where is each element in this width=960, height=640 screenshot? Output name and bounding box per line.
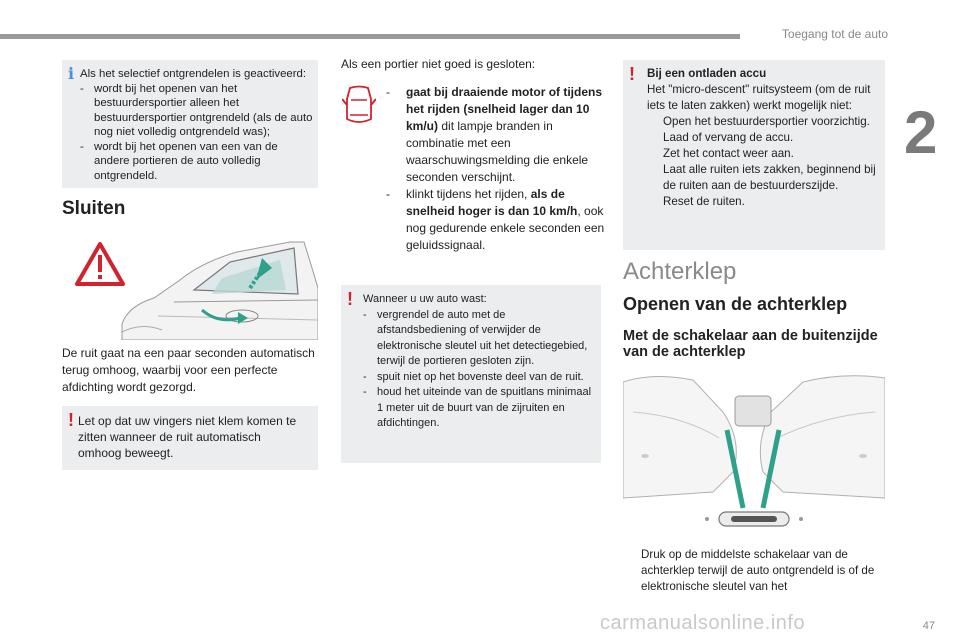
heading-sluiten: Sluiten [62, 198, 126, 219]
heading-met-schakelaar: Met de schakelaar aan de buitenzijde van de achterklep [623, 328, 878, 360]
warning-box-battery [623, 60, 885, 250]
tailgate-switch-illustration [623, 372, 885, 540]
carwash-intro: Wanneer u uw auto wast: [363, 293, 487, 305]
list-item: - klinkt tijdens het rijden, als de snelheid hoger is dan 10 km/h, ook nog gedurende enkele seconden een geluidssignaal. [386, 187, 605, 252]
list-item: - gaat bij draaiende motor of tijdens het rijden (snelheid lager dan 10 km/u) dit lampje branden in combinatie met een waarschuwingsmelding die enkele seconden verschijnt. [386, 85, 603, 184]
list-item: Laad of vervang de accu. [663, 131, 794, 144]
info-box-intro: Als het selectief ontgrendelen is geactiveerd: [80, 68, 307, 80]
battery-text: Het "micro-descent" ruitsysteem (om de ruit iets te laten zakken) werkt mogelijk niet: [647, 83, 871, 112]
list-item: - wordt bij het openen van een van de andere portieren de auto volledig ontgrendeld. [80, 140, 278, 182]
list-item: - wordt bij het openen van het bestuurdersportier alleen het bestuurdersportier ontgrendeld (als de auto nog niet volledig ontgrendeld was); [80, 82, 313, 138]
info-icon: i [68, 64, 75, 83]
list-item: - spuit niet op het bovenste deel van de ruit. [363, 370, 584, 383]
list-item: - vergrendel de auto met de afstandsbediening of verwijder de elektronische sleutel uit het detectiegebied, terwijl de portieren gesloten zijn. [363, 308, 588, 367]
warning-triangle-icon [77, 244, 123, 284]
list-item: Zet het contact weer aan. [663, 147, 794, 160]
chapter-number: 2 [904, 99, 938, 166]
exclamation-icon: ! [629, 64, 635, 84]
warning-box-carwash [341, 285, 601, 463]
heading-achterklep: Achterklep [623, 258, 737, 285]
exclamation-icon: ! [347, 289, 353, 309]
door-intro: Als een portier niet goed is gesloten: [341, 57, 536, 71]
paragraph-window: De ruit gaat na een paar seconden automatisch terug omhoog, waarbij voor een perfecte afdichting wordt gezorgd. [62, 346, 315, 394]
instruction-tailgate: Druk op de middelste schakelaar van de achterklep terwijl de auto ontgrendeld is of de elektronische sleutel van het [641, 548, 875, 593]
battery-title: Bij een ontladen accu [647, 67, 767, 80]
list-item: Open het bestuurdersportier voorzichtig. [663, 115, 870, 128]
tailgate-switch-icon [705, 512, 803, 526]
info-box-selective-unlock [62, 60, 318, 188]
section-title: Toegang tot de auto [781, 27, 888, 41]
exclamation-icon: ! [68, 410, 74, 430]
watermark: carmanualsonline.info [600, 612, 806, 634]
warning-box-fingers [62, 406, 318, 470]
warning-text: Let op dat uw vingers niet klem komen te zitten wanneer de ruit automatisch omhoog beweegt. [78, 414, 297, 460]
heading-openen: Openen van de achterklep [623, 294, 848, 314]
top-rule [0, 34, 740, 39]
list-item: - houd het uiteinde van de spuitlans minimaal 1 meter uit de buurt van de zijruiten en afdichtingen. [363, 386, 592, 429]
list-item: Reset de ruiten. [663, 195, 745, 208]
list-item: Laat alle ruiten iets zakken, beginnend bij de ruiten aan de bestuurderszijde. [663, 163, 876, 192]
door-warning-list [386, 84, 606, 254]
page-number: 47 [922, 620, 935, 632]
door-open-warning-icon [342, 85, 376, 127]
window-closing-illustration [62, 228, 318, 340]
